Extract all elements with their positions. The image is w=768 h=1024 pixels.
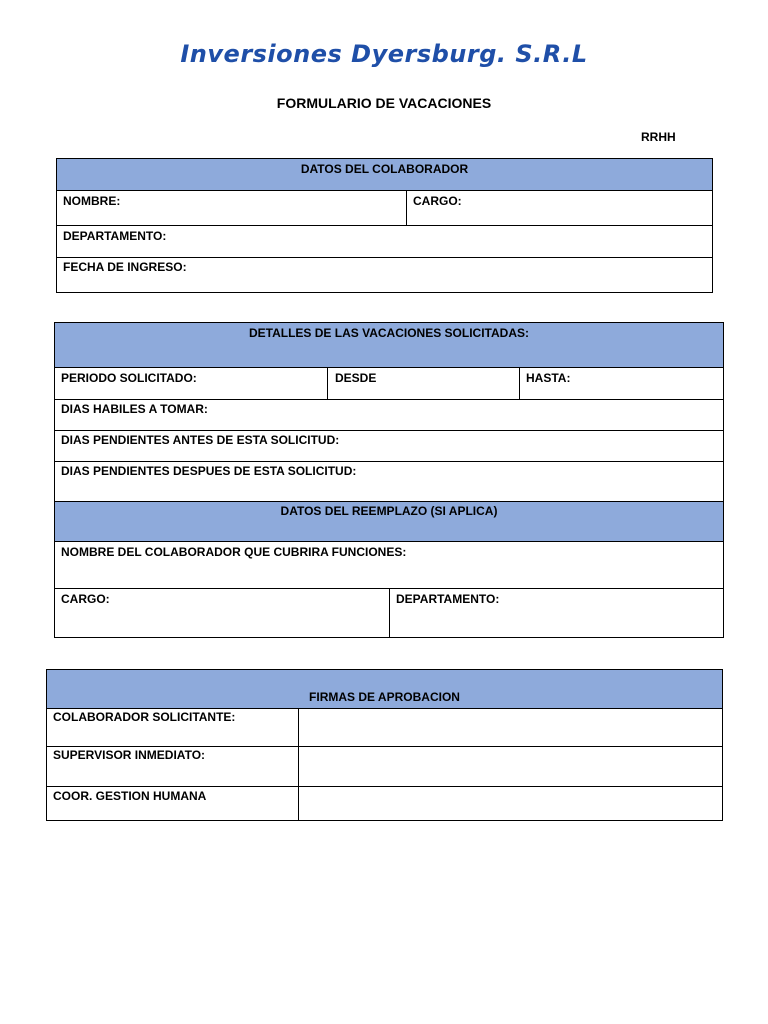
hr-label: COOR. GESTION HUMANA bbox=[53, 789, 207, 803]
business-days-row bbox=[55, 399, 723, 430]
approval-title: FIRMAS DE APROBACION bbox=[309, 690, 460, 704]
days-before-row bbox=[55, 430, 723, 461]
vacation-details-title: DETALLES DE LAS VACACIONES SOLICITADAS: bbox=[248, 326, 529, 340]
vacation-details-table bbox=[54, 322, 724, 638]
days-after-row bbox=[55, 461, 723, 501]
approval-signatures-table bbox=[46, 669, 723, 821]
business-days-label: DIAS HABILES A TOMAR: bbox=[61, 402, 208, 416]
days-after-label: DIAS PENDIENTES DESPUES DE ESTA SOLICITUD: bbox=[61, 464, 357, 478]
hr-signature-row bbox=[47, 786, 722, 821]
requester-signature-row bbox=[47, 708, 722, 746]
replacement-cargo-row bbox=[55, 588, 723, 638]
department-code: RRHH bbox=[641, 130, 676, 144]
employee-data-table bbox=[56, 158, 713, 293]
replacement-name-label: NOMBRE DEL COLABORADOR QUE CUBRIRA FUNCIONES: bbox=[61, 545, 407, 559]
days-before-label: DIAS PENDIENTES ANTES DE ESTA SOLICITUD: bbox=[61, 433, 340, 447]
vacation-details-header bbox=[55, 323, 723, 367]
signature-column-divider bbox=[298, 747, 299, 786]
approval-header bbox=[47, 670, 722, 708]
cargo-label: CARGO: bbox=[413, 194, 462, 208]
department-label: DEPARTAMENTO: bbox=[63, 229, 167, 243]
employee-data-header bbox=[57, 159, 712, 190]
company-logo: Inversiones Dyersburg. S.R.L bbox=[180, 40, 588, 68]
supervisor-label: SUPERVISOR INMEDIATO: bbox=[53, 748, 206, 762]
start-date-row bbox=[57, 257, 712, 293]
name-cargo-row bbox=[57, 190, 712, 225]
signature-column-divider bbox=[298, 709, 299, 746]
start-date-label: FECHA DE INGRESO: bbox=[63, 260, 187, 274]
from-label: DESDE bbox=[335, 371, 377, 385]
signature-column-divider bbox=[298, 787, 299, 821]
period-label: PERIODO SOLICITADO: bbox=[61, 371, 197, 385]
replacement-header bbox=[55, 501, 723, 541]
requester-label: COLABORADOR SOLICITANTE: bbox=[53, 710, 236, 724]
period-row bbox=[55, 367, 723, 399]
replacement-name-row bbox=[55, 541, 723, 588]
replacement-department-label: DEPARTAMENTO: bbox=[396, 592, 500, 606]
form-title: FORMULARIO DE VACACIONES bbox=[276, 95, 492, 111]
replacement-title: DATOS DEL REEMPLAZO (SI APLICA) bbox=[280, 504, 498, 518]
column-divider bbox=[389, 589, 390, 638]
name-label: NOMBRE: bbox=[63, 194, 121, 208]
to-label: HASTA: bbox=[526, 371, 571, 385]
column-divider bbox=[519, 368, 520, 399]
column-divider bbox=[406, 191, 407, 225]
column-divider bbox=[327, 368, 328, 399]
employee-data-title: DATOS DEL COLABORADOR bbox=[300, 162, 469, 176]
supervisor-signature-row bbox=[47, 746, 722, 786]
department-row bbox=[57, 225, 712, 257]
replacement-cargo-label: CARGO: bbox=[61, 592, 110, 606]
